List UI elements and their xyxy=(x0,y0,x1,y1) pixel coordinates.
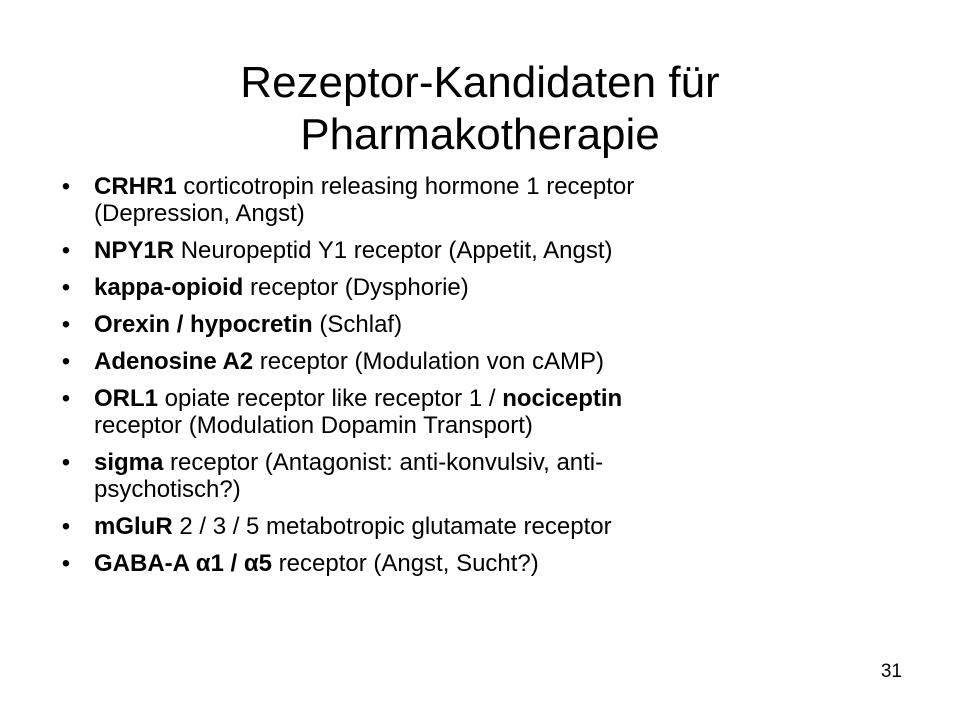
bullet-keyword: ORL1 xyxy=(94,385,159,412)
bullet-item xyxy=(56,237,816,264)
bullet-keyword: NPY1R xyxy=(94,237,175,264)
bullet-item xyxy=(56,274,816,301)
bullet-item xyxy=(56,550,816,577)
bullet-text: receptor (Antagonist: anti-konvulsiv, anti- xyxy=(163,449,604,476)
bullet-item xyxy=(56,311,816,338)
bullet-marker: • xyxy=(61,513,71,540)
bullet-keyword: Orexin / hypocretin xyxy=(94,311,313,338)
bullet-keyword: GABA-A α1 / α5 xyxy=(94,550,272,577)
bullet-keyword: mGluR xyxy=(94,513,173,540)
bullet-marker: • xyxy=(61,385,71,412)
bullet-text: (Schlaf) xyxy=(312,311,403,338)
slide-title-line-2: Pharmakotherapie xyxy=(300,110,660,160)
bullet-item xyxy=(56,449,816,503)
bullet-item xyxy=(56,513,816,540)
bullet-keyword: sigma xyxy=(94,449,164,476)
bullet-text: receptor (Modulation von cAMP) xyxy=(253,348,604,375)
bullet-marker: • xyxy=(61,274,71,301)
bullet-text: psychotisch?) xyxy=(94,476,241,503)
bullet-marker: • xyxy=(61,237,71,264)
bullet-list xyxy=(56,173,816,587)
bullet-item xyxy=(56,173,816,227)
bullet-text: opiate receptor like receptor 1 / xyxy=(158,385,503,412)
bullet-keyword: Adenosine A2 xyxy=(94,348,254,375)
bullet-marker: • xyxy=(61,311,71,338)
bullet-keyword: nociceptin xyxy=(502,385,623,412)
bullet-text: Neuropeptid Y1 receptor (Appetit, Angst) xyxy=(174,237,613,264)
bullet-marker: • xyxy=(61,348,71,375)
bullet-text: receptor (Modulation Dopamin Transport) xyxy=(94,412,533,439)
page-number: 31 xyxy=(880,661,902,682)
slide-title-line-1: Rezeptor-Kandidaten für xyxy=(240,58,720,108)
bullet-keyword: CRHR1 xyxy=(94,173,177,200)
bullet-text: receptor (Dysphorie) xyxy=(243,274,469,301)
slide-title xyxy=(0,57,960,161)
bullet-marker: • xyxy=(61,449,71,476)
bullet-keyword: kappa-opioid xyxy=(94,274,244,301)
bullet-text: corticotropin releasing hormone 1 receptor xyxy=(176,173,635,200)
bullet-marker: • xyxy=(61,173,71,200)
bullet-item xyxy=(56,385,816,439)
bullet-marker: • xyxy=(61,550,71,577)
bullet-text: 2 / 3 / 5 metabotropic glutamate receptor xyxy=(172,513,612,540)
bullet-item xyxy=(56,348,816,375)
bullet-text: (Depression, Angst) xyxy=(94,200,305,227)
bullet-text: receptor (Angst, Sucht?) xyxy=(271,550,539,577)
